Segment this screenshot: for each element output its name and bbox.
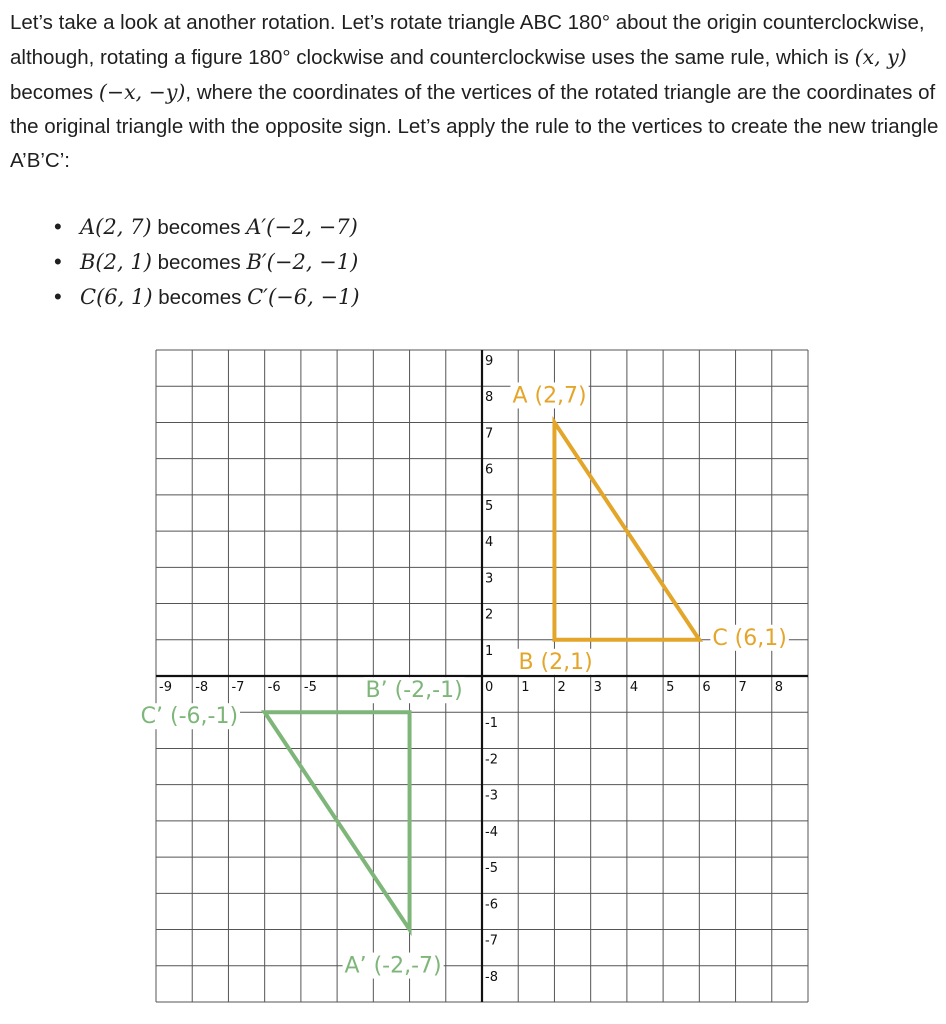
y-tick-label: 2	[485, 607, 494, 623]
vertex-label: C (6,1)	[712, 625, 787, 651]
vertex-label: B (2,1)	[518, 649, 593, 675]
vertex-label: A’ (-2,-7)	[344, 953, 442, 979]
x-tick-label: -8	[195, 680, 209, 695]
x-tick-label: 0	[485, 680, 494, 695]
tick-labels	[159, 354, 783, 985]
becomes-word: becomes	[151, 251, 247, 274]
vertex-original: B(2, 1)	[80, 250, 152, 274]
y-tick-label: 3	[485, 571, 494, 587]
y-tick-label: -4	[485, 824, 498, 840]
y-tick-label: 6	[485, 462, 494, 478]
becomes-word: becomes	[152, 286, 248, 309]
y-tick-label: -7	[485, 933, 498, 949]
vertex-label: B’ (-2,-1)	[365, 678, 463, 704]
rest-text: , where the coordinates of the vertices of the rotated triangle are the coordinates of the original triangle with the opposite sign. Let’s apply the rule to the vertices to create the new triangle A’B’C’:	[10, 81, 939, 172]
vertex-original: C(6, 1)	[80, 285, 153, 309]
vertex-label: A (2,7)	[512, 383, 587, 409]
x-tick-label: -5	[303, 680, 317, 695]
x-tick-label: 6	[702, 680, 711, 695]
y-tick-label: 5	[485, 498, 494, 514]
rule-to: (−x, −y)	[98, 80, 186, 104]
y-tick-label: 1	[485, 643, 494, 659]
axes	[156, 350, 808, 1002]
x-tick-label: 7	[738, 680, 747, 695]
x-tick-label: 3	[593, 680, 602, 695]
x-tick-label: -7	[231, 680, 245, 695]
becomes-word: becomes	[151, 216, 247, 239]
x-tick-label: 1	[521, 680, 530, 695]
rule-from: (x, y)	[854, 45, 907, 69]
y-tick-label: -1	[485, 716, 498, 732]
y-tick-label: 7	[485, 426, 494, 442]
x-tick-label: -9	[159, 680, 172, 695]
y-tick-label: 8	[485, 390, 494, 406]
vertex-original: A(2, 7)	[80, 215, 152, 239]
y-tick-label: -3	[485, 788, 498, 804]
x-tick-label: 5	[666, 680, 675, 695]
vertex-rotated: C′(−6, −1)	[247, 285, 360, 309]
vertex-rotated: B′(−2, −1)	[246, 250, 359, 274]
y-tick-label: -8	[485, 969, 498, 985]
y-tick-label: -5	[485, 861, 498, 877]
x-tick-label: 8	[774, 680, 784, 695]
vertex-label: C’ (-6,-1)	[140, 704, 239, 730]
x-tick-label: 2	[557, 680, 566, 695]
intro-text: Let’s take a look at another rotation. Let’s rotate triangle ABC 180° about the origin counterclockwise, although, rotating a figure 180° clockwise and counterclockwise uses the same rule, which is	[10, 11, 925, 69]
y-tick-label: 4	[485, 535, 494, 551]
x-tick-label: -6	[267, 680, 281, 695]
vertex-rotated: A′(−2, −7)	[246, 215, 358, 239]
y-tick-label: -6	[485, 897, 498, 913]
y-tick-label: -2	[485, 752, 498, 768]
becomes-text: becomes	[10, 81, 99, 104]
y-tick-label: 9	[485, 354, 494, 369]
x-tick-label: 4	[629, 680, 639, 695]
